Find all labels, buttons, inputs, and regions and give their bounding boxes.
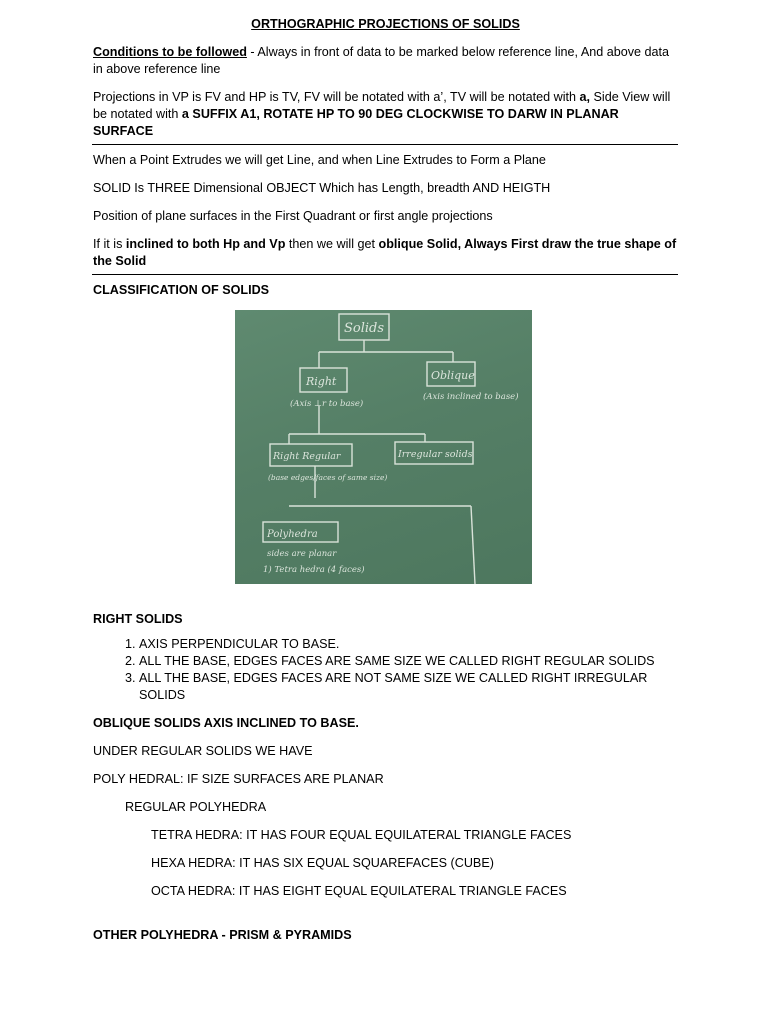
conditions-label: Conditions to be followed: [93, 45, 247, 59]
diagram-poly-note-1: sides are planar: [267, 549, 337, 559]
right-solids-heading-text: RIGHT SOLIDS: [93, 612, 183, 626]
under-regular-paragraph: UNDER REGULAR SOLIDS WE HAVE: [93, 744, 313, 758]
projections-bold-1: a,: [579, 90, 591, 104]
solid-definition-paragraph: SOLID Is THREE Dimensional OBJECT Which has Length, breadth AND HEIGTH: [93, 181, 551, 195]
right-solids-heading: [93, 611, 678, 628]
projections-paragraph: [93, 89, 678, 140]
spacer: [93, 911, 678, 927]
list-item: 2. ALL THE BASE, EDGES FACES ARE SAME SIZE WE CALLED RIGHT REGULAR SOLIDS: [139, 653, 678, 670]
page-title: ORTHOGRAPHIC PROJECTIONS OF SOLIDS: [251, 17, 520, 31]
other-polyhedra-heading: [93, 927, 678, 944]
diagram-oblique-label: Oblique: [431, 369, 475, 382]
point-line-paragraph: When a Point Extrudes we will get Line, and when Line Extrudes to Form a Plane: [93, 153, 546, 167]
chalkboard-photo: [235, 310, 532, 584]
classification-heading-text: CLASSIFICATION OF SOLIDS: [93, 283, 270, 297]
inclined-bold-2: oblique Solid, Always First draw the true shape of the Solid: [93, 237, 677, 268]
inclined-text-1: If it is: [93, 237, 126, 251]
diagram-oblique-note: (Axis inclined to base): [423, 392, 519, 402]
classification-figure: [93, 310, 678, 600]
divider-1: [92, 144, 678, 145]
position-paragraph: Position of plane surfaces in the First Quadrant or first angle projections: [93, 209, 493, 223]
inclined-paragraph: [93, 236, 678, 270]
document-page: [93, 16, 678, 955]
classification-tree-diagram: [235, 310, 532, 584]
diagram-regular-note: (base edges/faces of same size): [268, 473, 388, 482]
divider-2: [92, 274, 678, 275]
projections-text-2: Side View will be notated with: [93, 90, 671, 121]
list-item: 3. ALL THE BASE, EDGES FACES ARE NOT SAME SIZE WE CALLED RIGHT IRREGULAR SOLIDS: [139, 670, 678, 704]
inclined-bold-1: inclined to both Hp and Vp: [125, 237, 286, 251]
projections-text-1: Projections in VP is FV and HP is TV, FV will be notated with a’, TV will be notated with: [93, 90, 580, 104]
conditions-paragraph: [93, 44, 678, 78]
inclined-text-2: then we will get: [285, 237, 379, 251]
regular-polyhedra-paragraph: REGULAR POLYHEDRA: [125, 800, 267, 814]
conditions-text: - Always in front of data to be marked below reference line, And above data in above reference line: [93, 45, 670, 76]
diagram-poly-note-2: 1) Tetra hedra (4 faces): [263, 565, 365, 575]
diagram-irregular-label: Irregular solids: [398, 449, 473, 460]
poly-hedral-paragraph: POLY HEDRAL: IF SIZE SURFACES ARE PLANAR: [93, 772, 384, 786]
diagram-root-label: Solids: [344, 321, 385, 336]
octa-hedra-paragraph: OCTA HEDRA: IT HAS EIGHT EQUAL EQUILATERAL TRIANGLE FACES: [151, 884, 567, 898]
classification-heading: [93, 282, 678, 299]
right-solids-list: [93, 636, 678, 704]
list-item: 1. AXIS PERPENDICULAR TO BASE.: [139, 636, 678, 653]
hexa-hedra-paragraph: HEXA HEDRA: IT HAS SIX EQUAL SQUAREFACES (CUBE): [151, 856, 494, 870]
diagram-regular-label: Right Regular: [273, 451, 341, 462]
oblique-heading: [93, 715, 678, 732]
other-polyhedra-text: OTHER POLYHEDRA - PRISM & PYRAMIDS: [93, 928, 352, 942]
oblique-heading-text: OBLIQUE SOLIDS AXIS INCLINED TO BASE.: [93, 716, 359, 730]
diagram-polyhedra-label: Polyhedra: [267, 529, 318, 540]
projections-bold-2: a SUFFIX A1, ROTATE HP TO 90 DEG CLOCKWISE TO DARW IN PLANAR SURFACE: [93, 107, 619, 138]
tetra-hedra-paragraph: TETRA HEDRA: IT HAS FOUR EQUAL EQUILATERAL TRIANGLE FACES: [151, 828, 572, 842]
diagram-right-note: (Axis ⊥r to base): [290, 399, 364, 409]
diagram-right-label: Right: [306, 375, 337, 388]
